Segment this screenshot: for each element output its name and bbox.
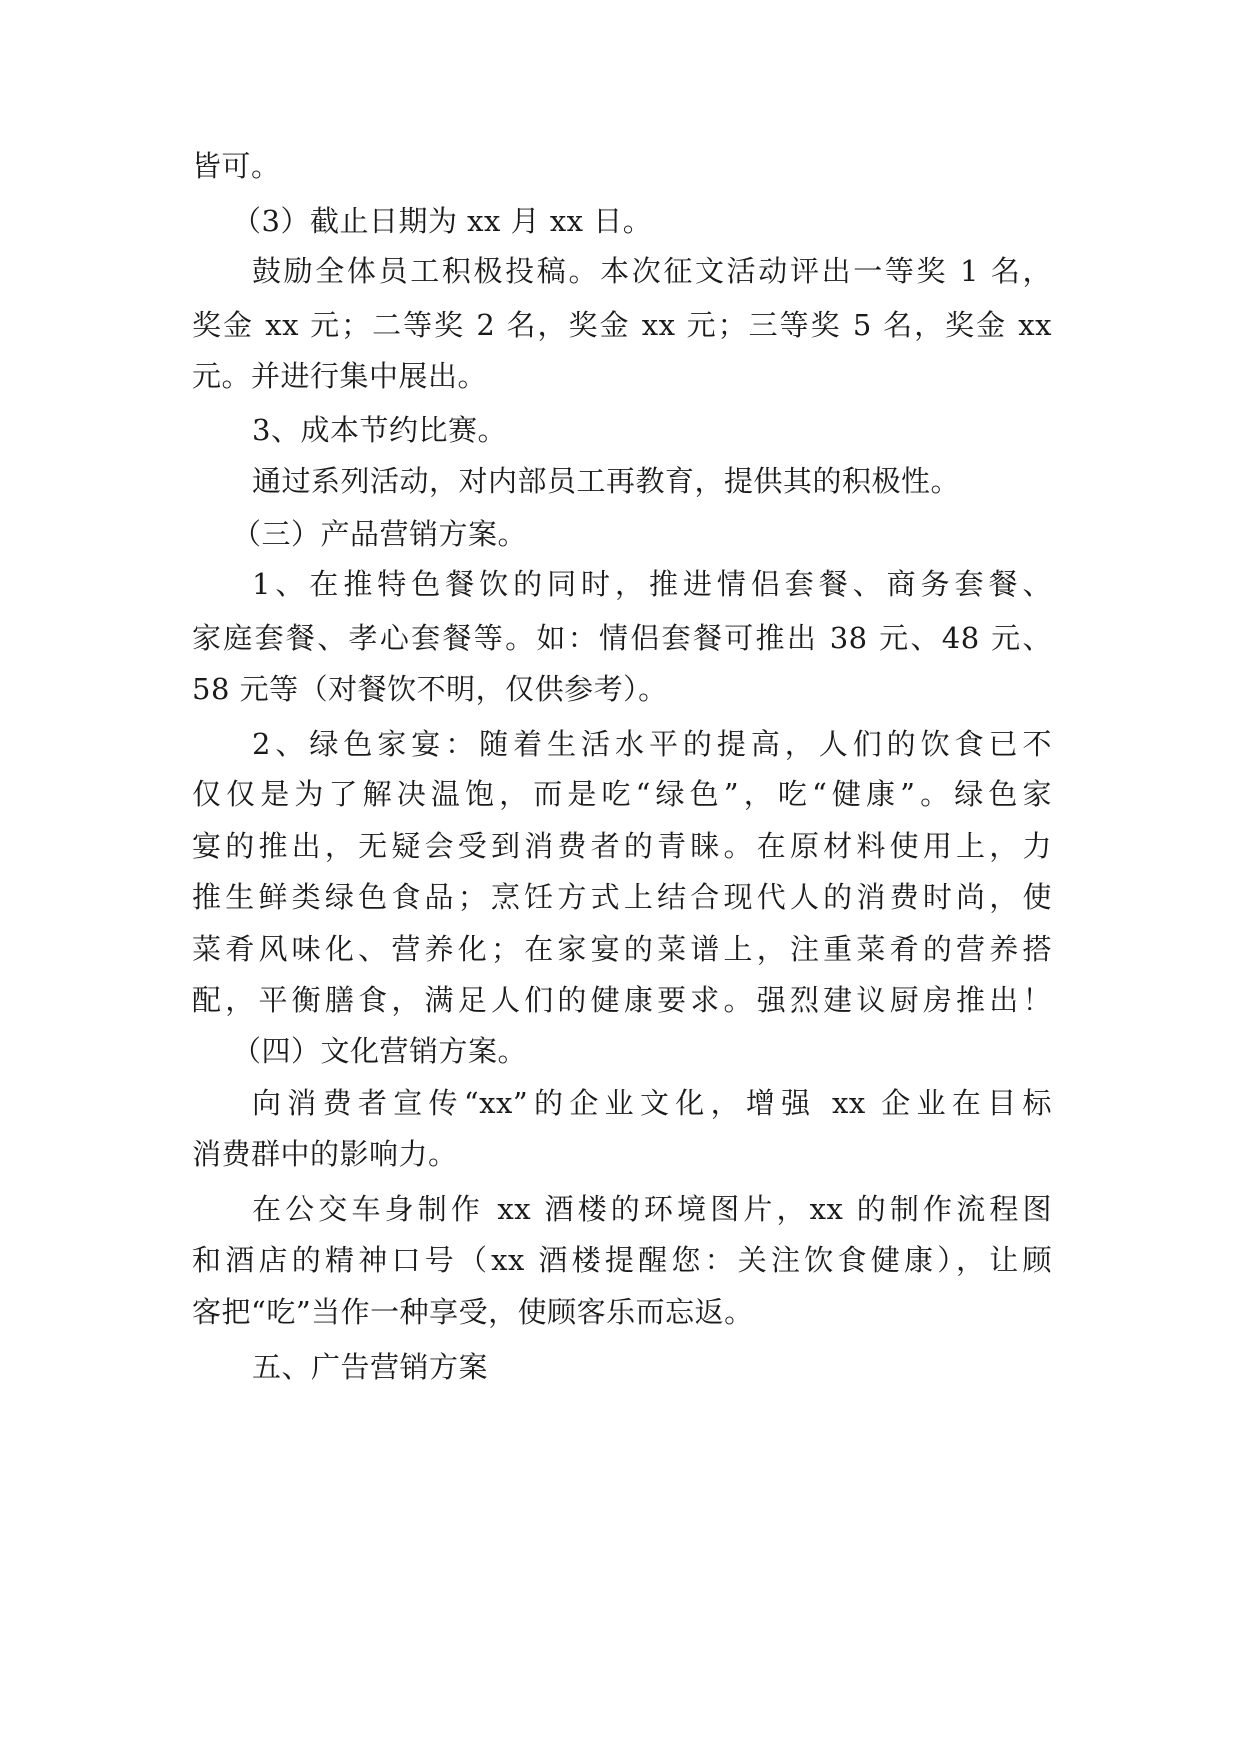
text-line: 仅仅是为了解决温饱，而是吃“绿色”，吃“健康”。绿色家 [192, 777, 1052, 811]
text-line: 58 元等（对餐饮不明，仅供参考）。 [192, 672, 668, 706]
text-line: 元。并进行集中展出。 [192, 359, 488, 393]
text-line: 在公交车身制作 xx 酒楼的环境图片，xx 的制作流程图 [252, 1192, 1052, 1226]
text-line: 配，平衡膳食，满足人们的健康要求。强烈建议厨房推出！ [192, 983, 1052, 1017]
text-line: 推生鲜类绿色食品；烹饪方式上结合现代人的消费时尚，使 [192, 880, 1052, 914]
text-line: 消费群中的影响力。 [192, 1137, 458, 1171]
text-line: 家庭套餐、孝心套餐等。如：情侣套餐可推出 38 元、48 元、 [192, 621, 1052, 655]
text-line: 向消费者宣传“xx”的企业文化，增强 xx 企业在目标 [252, 1086, 1052, 1120]
text-line: （四）文化营销方案。 [232, 1034, 528, 1068]
text-line: 菜肴风味化、营养化；在家宴的菜谱上，注重菜肴的营养搭 [192, 932, 1052, 966]
text-line: 2、绿色家宴：随着生活水平的提高，人们的饮食已不 [252, 727, 1052, 761]
text-line: 奖金 xx 元；二等奖 2 名，奖金 xx 元；三等奖 5 名，奖金 xx [192, 308, 1052, 342]
text-line: （3）截止日期为 xx 月 xx 日。 [232, 204, 653, 238]
text-line: 和酒店的精神口号（xx 酒楼提醒您：关注饮食健康），让顾 [192, 1243, 1052, 1277]
text-line: （三）产品营销方案。 [232, 517, 528, 551]
text-line: 3、成本节约比赛。 [252, 413, 507, 447]
text-line: 五、广告营销方案 [252, 1350, 489, 1384]
text-line: 通过系列活动，对内部员工再教育，提供其的积极性。 [252, 464, 961, 498]
text-line: 宴的推出，无疑会受到消费者的青睐。在原材料使用上，力 [192, 829, 1052, 863]
text-line: 1、在推特色餐饮的同时，推进情侣套餐、商务套餐、 [252, 567, 1052, 601]
text-line: 皆可。 [192, 149, 281, 183]
text-line: 鼓励全体员工积极投稿。本次征文活动评出一等奖 1 名， [252, 254, 1052, 288]
text-line: 客把“吃”当作一种享受，使顾客乐而忘返。 [192, 1295, 754, 1329]
